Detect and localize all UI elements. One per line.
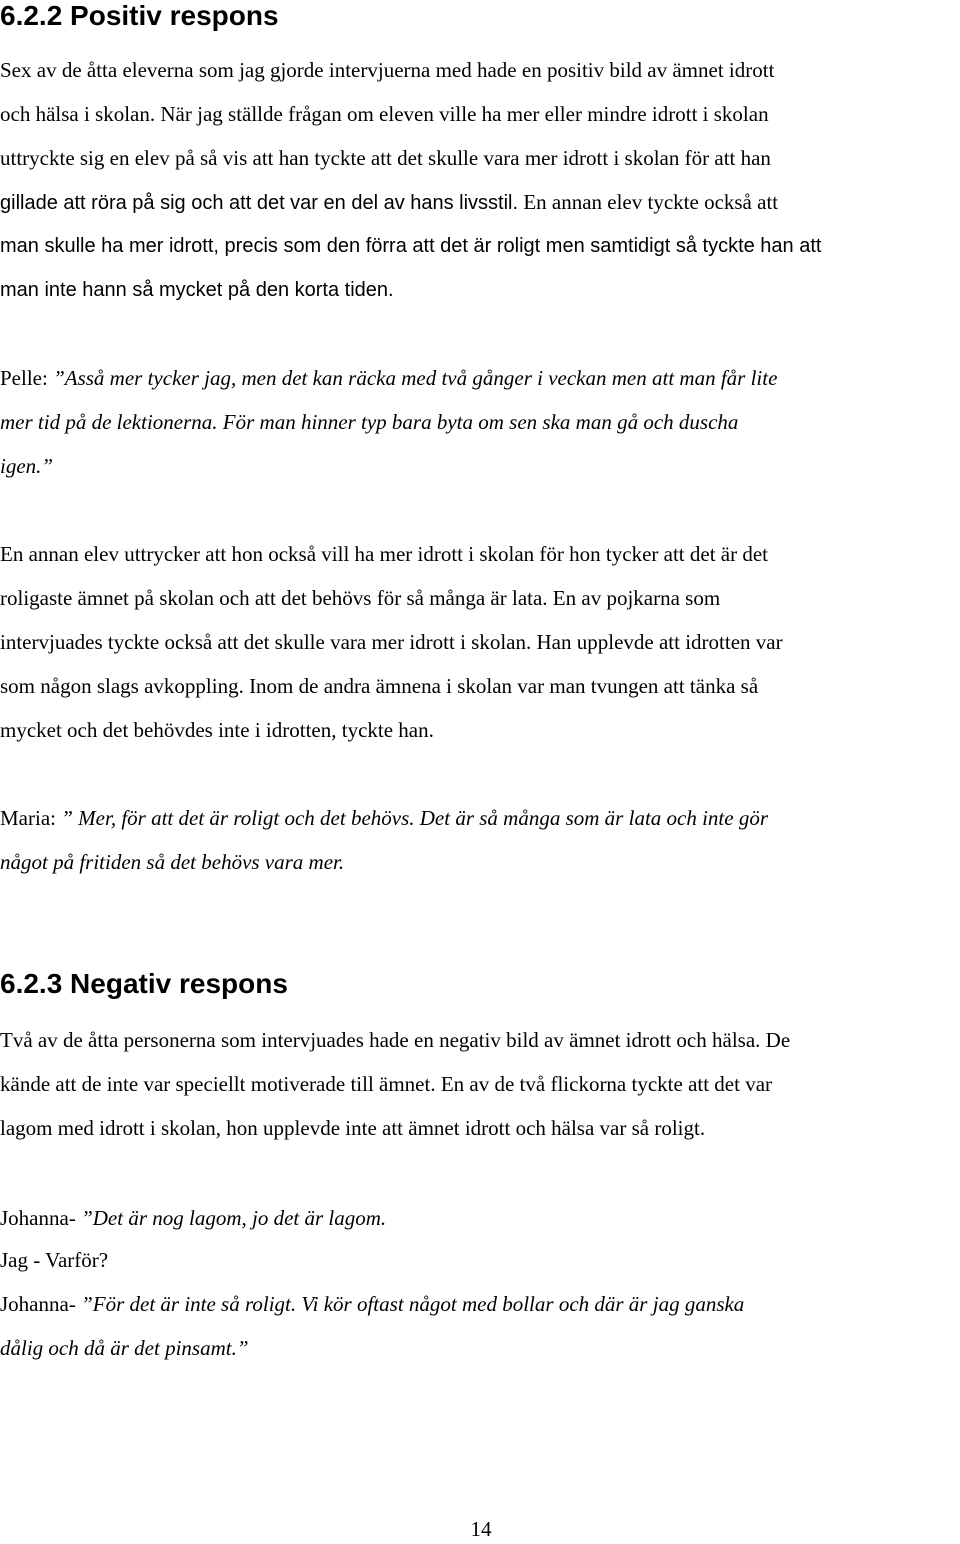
quote-text: ” Mer, för att det är roligt och det behövs. Det är så många som är lata och inte gör [61, 806, 769, 830]
text-line: uttryckte sig en elev på så vis att han tyckte att det skulle vara mer idrott i skolan för att han [0, 146, 771, 170]
quote-maria [0, 796, 960, 884]
dialogue-line [0, 1196, 386, 1240]
text-line: Sex av de åtta eleverna som jag gjorde intervjuerna med hade en positiv bild av ämnet idrott [0, 58, 775, 82]
quote-text-line: mer tid på de lektionerna. För man hinner typ bara byta om sen ska man gå och duscha [0, 410, 739, 434]
dialogue-line: Jag - Varför? [0, 1248, 109, 1272]
dialogue-text: ”Det är nog lagom, jo det är lagom. [81, 1206, 387, 1230]
text-line: intervjuades tyckte också att det skulle vara mer idrott i skolan. Han upplevde att idrotten var [0, 630, 783, 654]
text-line: och hälsa i skolan. När jag ställde frågan om eleven ville ha mer eller mindre idrott i skolan [0, 102, 769, 126]
text-line: kände att de inte var speciellt motiverade till ämnet. En av de två flickorna tyckte att det var [0, 1072, 773, 1096]
text-segment-sans: gillade att röra på sig och att det var en del av hans livsstil. [0, 192, 519, 214]
quote-pelle [0, 356, 960, 488]
text-line: roligaste ämnet på skolan och att det behövs för så många är lata. En av pojkarna som [0, 586, 721, 610]
quote-text-line: något på fritiden så det behövs vara mer. [0, 850, 345, 874]
text-line: mycket och det behövdes inte i idrotten, tyckte han. [0, 718, 434, 742]
quote-speaker: Pelle: [0, 366, 54, 390]
text-line: som någon slags avkoppling. Inom de andra ämnena i skolan var man tvungen att tänka så [0, 674, 759, 698]
text-line: man inte hann så mycket på den korta tiden. [0, 279, 394, 301]
section-heading-negative: 6.2.3 Negativ respons [0, 968, 288, 999]
text-line [0, 356, 960, 400]
paragraph-negative-intro [0, 1018, 960, 1150]
text-line: En annan elev uttrycker att hon också vill ha mer idrott i skolan för hon tycker att det är det [0, 542, 768, 566]
dialogue-text: ”För det är inte så roligt. Vi kör oftast något med bollar och där är jag ganska [81, 1292, 745, 1316]
text-line: lagom med idrott i skolan, hon upplevde inte att ämnet idrott och hälsa var så roligt. [0, 1116, 706, 1140]
text-line [0, 796, 960, 840]
text-line [0, 180, 960, 224]
quote-speaker: Maria: [0, 806, 62, 830]
paragraph-positive-more [0, 532, 960, 752]
dialogue-line [0, 1282, 744, 1326]
page-number: 14 [470, 1517, 492, 1541]
paragraph-positive-intro [0, 48, 960, 312]
text-segment: En annan elev tyckte också att [518, 190, 779, 214]
dialogue-line: dålig och då är det pinsamt.” [0, 1336, 249, 1360]
text-line: Två av de åtta personerna som intervjuades hade en negativ bild av ämnet idrott och hälsa. De [0, 1028, 791, 1052]
dialogue-speaker: Johanna- [0, 1292, 82, 1316]
quote-text: ”Asså mer tycker jag, men det kan räcka med två gånger i veckan men att man får lite [53, 366, 778, 390]
quote-text-line: igen.” [0, 454, 54, 478]
text-line: man skulle ha mer idrott, precis som den förra att det är roligt men samtidigt så tyckte han att [0, 235, 822, 257]
dialogue-speaker: Johanna- [0, 1206, 82, 1230]
section-heading-positive: 6.2.2 Positiv respons [0, 0, 279, 31]
